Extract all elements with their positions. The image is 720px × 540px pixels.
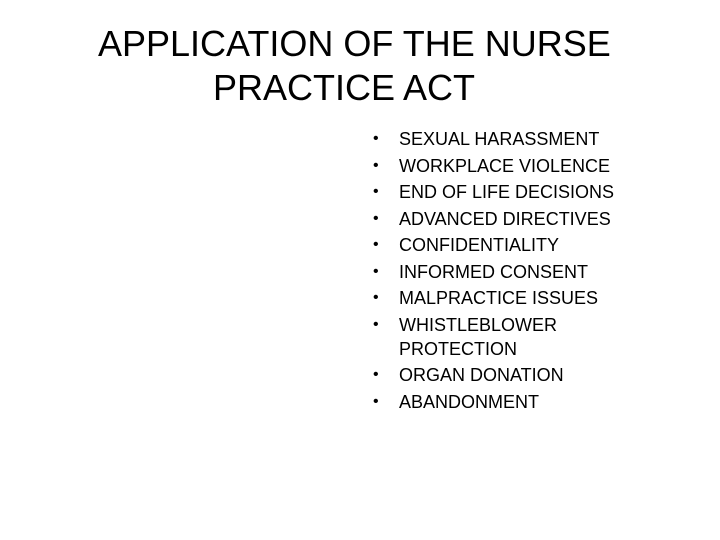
bullet-icon: • — [373, 289, 379, 306]
list-item — [369, 285, 659, 312]
bullet-list — [369, 126, 659, 415]
list-item-text: ADVANCED DIRECTIVES — [399, 208, 611, 229]
list-item-text: MALPRACTICE ISSUES — [399, 288, 599, 308]
bullet-icon: • — [373, 315, 379, 333]
list-item-text: INFORMED CONSENT — [399, 261, 588, 282]
list-item — [369, 232, 659, 259]
slide-title-line-1: APPLICATION OF THE NURSE — [98, 23, 611, 64]
bullet-icon: • — [373, 262, 379, 280]
bullet-icon: • — [373, 366, 379, 383]
bullet-icon: • — [373, 183, 379, 200]
list-item-text: ORGAN DONATION — [399, 365, 564, 385]
bullet-icon: • — [373, 392, 379, 410]
list-item — [369, 389, 659, 416]
slide-title-line-2: PRACTICE ACT — [213, 67, 476, 108]
list-item — [369, 179, 659, 206]
list-item-text: ABANDONMENT — [399, 391, 540, 412]
list-item — [369, 206, 659, 233]
bullet-icon: • — [373, 156, 379, 174]
list-item-text: WHISTLEBLOWER PROTECTION — [399, 314, 558, 359]
list-item — [369, 312, 659, 363]
list-item-text: END OF LIFE DECISIONS — [399, 182, 615, 202]
slide-title — [0, 22, 720, 110]
list-item-text: CONFIDENTIALITY — [399, 235, 560, 255]
list-item — [369, 362, 659, 389]
bullet-icon: • — [373, 130, 379, 147]
list-item — [369, 153, 659, 180]
list-item — [369, 259, 659, 286]
list-item-text: WORKPLACE VIOLENCE — [399, 155, 611, 176]
bullet-icon: • — [373, 209, 379, 227]
bullet-icon: • — [373, 236, 379, 253]
list-item — [369, 126, 659, 153]
list-item-text: SEXUAL HARASSMENT — [399, 129, 600, 149]
